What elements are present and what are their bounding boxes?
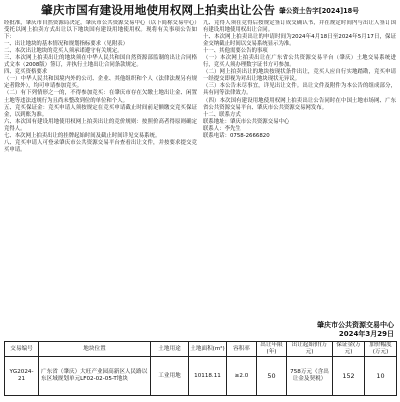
notice-header [4,2,396,18]
table-header-cell: 加价幅度(万元) [365,342,397,357]
table-header-cell: 保证金(万元) [333,342,365,357]
left-paragraph: 一、出让地块的基本情况和规划指标要求（见附表） [4,41,128,48]
parcel-location-cell: 广东省（肇庆）大旺产业园高新区人民路以东区域规划单元LF02-02-05-T地块 [39,357,151,396]
table-header-cell: 出让年限(年) [257,342,287,357]
right-paragraph: 联系电话：0758-2666820 [203,132,270,139]
starting-price-cell: 758万元（含出让金及契税） [287,357,333,396]
notice-title: 肇庆市国有建设用地使用权网上拍卖出让公告 [41,3,276,17]
left-paragraph: （一）中华人民共和国境内外的公司、企业、其他组织和个人（法律法规另有规定者除外），均可申请参加竞买。 [4,76,197,90]
table-header-cell: 地块位置 [39,342,151,357]
table-header-row [5,342,397,357]
left-paragraph: 二、本次出让地块的竞买人须承诺遵守有关规定。 [4,48,123,55]
left-paragraph: 四、竞买资格要求 [4,69,48,76]
deposit-cell: 152 [333,357,365,396]
right-paragraph: （一）本次网上拍卖出让在广东省公共资源交易平台（肇庆）土地交易系统进行，竞买人须办理数字证书方可参加。 [203,55,396,69]
left-paragraph: 经批准，肇庆市自然资源局决定，肇庆市公共资源交易中心（以下简称交易中心）受托以网上拍卖方式出让以下地块国有建设用地使用权。现将有关事项公告如下： [4,20,197,41]
right-paragraph: 九、竞得人须在竞得后按规定签订成交确认书，并在规定时间内与出让人签订国有建设用地使用权出让合同。 [203,20,396,34]
land-parcel-table [4,341,397,396]
transaction-number-cell: YG2024-21 [5,357,39,396]
table-header-cell: 土地用途 [151,342,189,357]
table-row [5,357,397,396]
lease-term-cell: 50 [257,357,287,396]
right-column [203,20,396,316]
right-paragraph: 联系地址：肇庆市公共资源交易中心 [203,118,290,125]
right-paragraph: 联系人：李先生 [203,125,241,132]
left-paragraph: 七、本次网上拍卖出让的挂牌起始时间及截止时间详见交易系统。 [4,132,161,139]
right-paragraph: 十一、其他需要公告的事项 [203,48,268,55]
table-header-cell: 交易编号 [5,342,39,357]
land-area-cell: 10118.11 [189,357,227,396]
issue-date: 2024年3月29日 [338,330,394,338]
notice-page [4,2,396,396]
plot-ratio-cell: ≥2.0 [227,357,257,396]
table-header-cell: 土地面积(m²) [189,342,227,357]
right-paragraph: （四）本次国有建设用地使用权网上拍卖出让公告同时在中国土地市场网、广东省公共资源交易平台、肇庆市公共资源交易网发布。 [203,97,396,111]
signature-block [317,321,394,339]
table-header-cell: 出让起始价(万元) [287,342,333,357]
left-paragraph: 六、本次国有建设用地使用权网上拍卖出让的竞价规则：按照价高者得原则确定竞得人。 [4,118,197,132]
left-column [4,20,197,316]
land-use-cell: 工业用地 [151,357,189,396]
right-paragraph: （三）本公告未尽事宜，详见出让文件。出让文件及附件为本公告的组成部分，具有同等法律效力。 [203,83,396,97]
bid-increment-cell: 10 [365,357,397,396]
right-paragraph: 十二、联系方式 [203,111,241,118]
right-paragraph: （二）网上拍卖出让的地块按现状条件出让，竞买人应自行实地踏勘，竞买申请一经提交即视为对出让地块现状无异议。 [203,69,396,83]
notice-body [4,20,396,316]
issuing-organization: 肇庆市公共资源交易中心 [317,321,394,329]
right-paragraph: 十、本次网上拍卖出让的申请时间为2024年4月18日至2024年5月17日，保证金交纳截止时间以交易系统显示为准。 [203,34,396,48]
left-paragraph: 三、本次网上拍卖出让的地块须在中华人民共和国自然资源部监制的出让合同格式文本（2008版）签订，并执行土地出让合同条款规定。 [4,55,197,69]
left-paragraph: 五、竞买保证金：竞买申请人须按规定在竞买申请截止时间前足额缴交竞买保证金，以到账为准。 [4,104,197,118]
left-paragraph: （二）有下列情形之一的，不得参加竞买：在肇庆市存在欠缴土地出让金、闲置土地等违法违规行为且尚未整改到位的单位和个人。 [4,90,197,104]
table-header-cell: 容积率 [227,342,257,357]
left-paragraph: 八、竞买申请人可登录肇庆市公共资源交易平台查看出让文件，并按要求提交竞买申请。 [4,139,197,153]
document-number: 肇公资土告字[2024]18号 [279,7,359,15]
